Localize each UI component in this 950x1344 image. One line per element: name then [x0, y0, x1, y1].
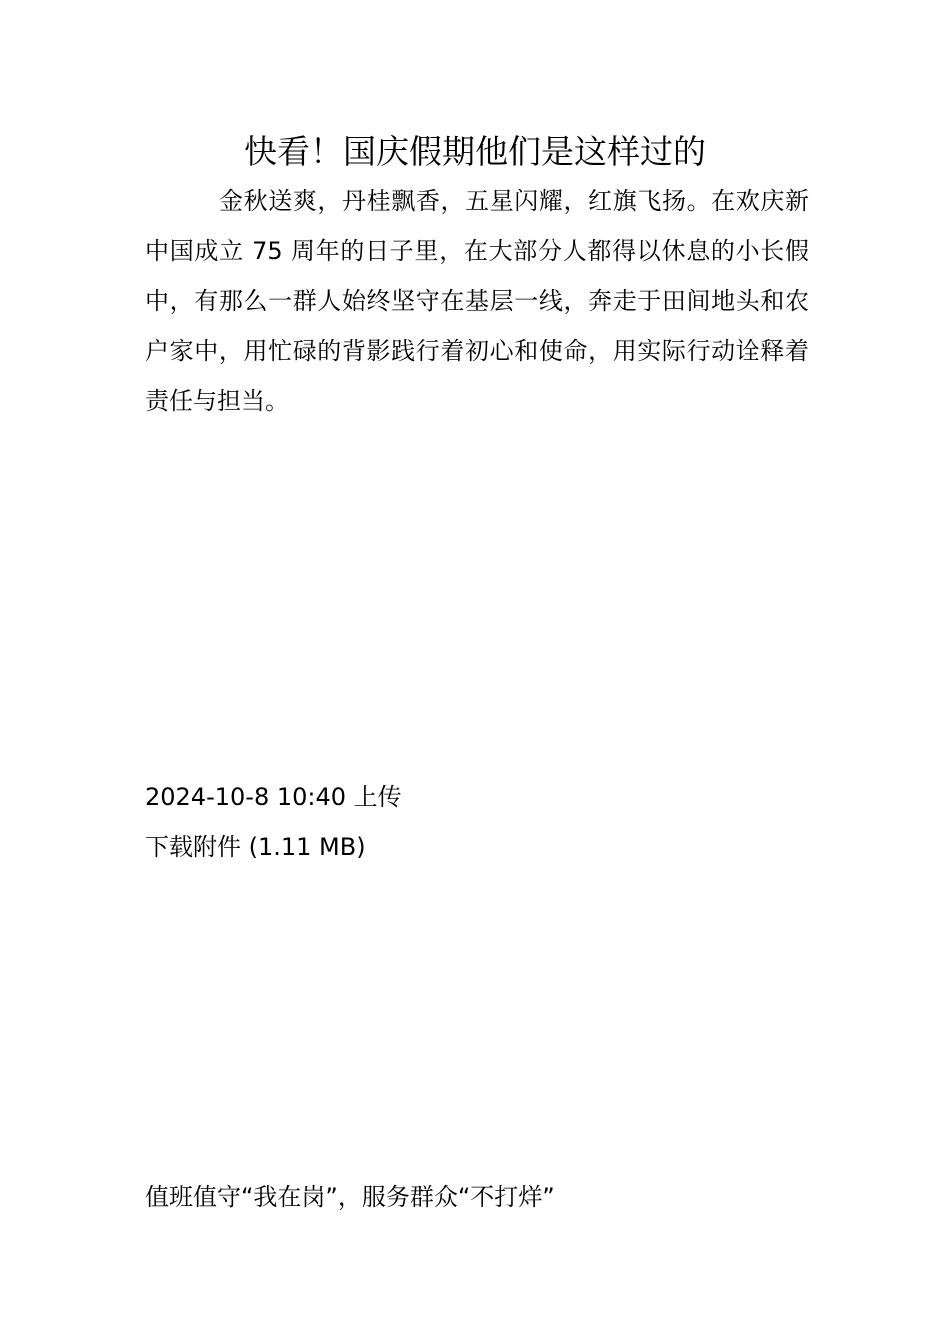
page-title: 快看！国庆假期他们是这样过的	[244, 132, 706, 171]
download-attachment-link[interactable]: 下载附件 (1.11 MB)	[145, 833, 366, 861]
section-heading: 值班值守“我在岗”，服务群众“不打烊”	[145, 1183, 555, 1211]
intro-paragraph: 金秋送爽，丹桂飘香，五星闪耀，红旗飞扬。在欢庆新中国成立 75 周年的日子里，在大部分人都得以休息的小长假中，有那么一群人始终坚守在基层一线，奔走于田间地头和农户家中，用忙碌的背影践行着初心和使命，用实际行动诠释着责任与担当。	[145, 187, 809, 415]
upload-timestamp: 2024-10-8 10:40 上传	[145, 783, 402, 811]
